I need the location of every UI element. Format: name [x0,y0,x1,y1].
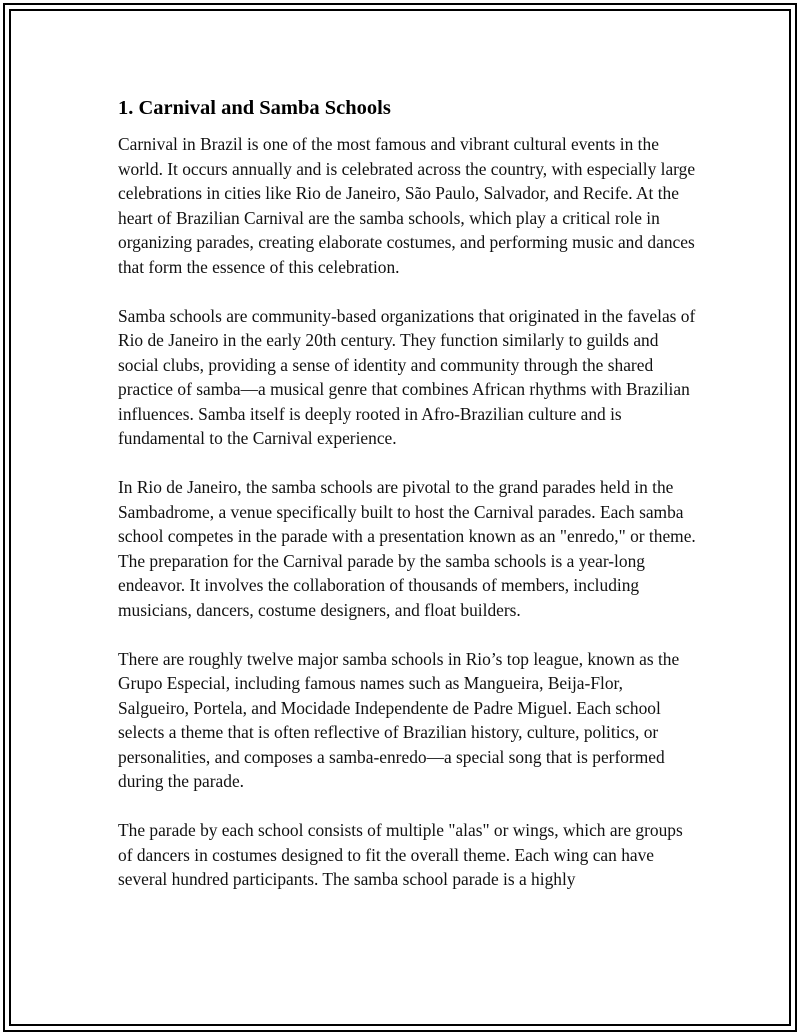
paragraph-grupo-especial: There are roughly twelve major samba schools in Rio’s top league, known as the Grupo Especial, including famous names such as Mangueira, Beija-Flor, Salgueiro, Portela, and Mocidade Independente de Padre Miguel. Each school selects a theme that is often reflective of Brazilian history, culture, politics, or personalities, and composes a samba-enredo—a special song that is performed during the parade. [118,648,680,791]
section-heading: 1. Carnival and Samba Schools [118,97,391,119]
paragraph-samba-schools-origin: Samba schools are community-based organizations that originated in the favelas of Rio de Janeiro in the early 20th century. They function similarly to guilds and social clubs, providing a sense of identity and community through the shared practice of samba—a musical genre that combines African rhythms with Brazilian influences. Samba itself is deeply rooted in Afro-Brazilian culture and is fundamental to the Carnival experience. [118,305,696,448]
document-body [118,94,698,916]
paragraph-sambadrome-parades: In Rio de Janeiro, the samba schools are pivotal to the grand parades held in the Sambadrome, a venue specifically built to host the Carnival parades. Each samba school competes in the parade with a presentation known as an "enredo," or theme. The preparation for the Carnival parade by the samba schools is a year-long endeavor. It involves the collaboration of thousands of members, including musicians, dancers, costume designers, and float builders. [118,477,696,620]
paragraph-alas-wings: The parade by each school consists of multiple "alas" or wings, which are groups of dancers in costumes designed to fit the overall theme. Each wing can have several hundred participants. The samba school parade is a highly [118,820,683,889]
paragraph-carnival-intro: Carnival in Brazil is one of the most famous and vibrant cultural events in the world. It occurs annually and is celebrated across the country, with especially large celebrations in cities like Rio de Janeiro, São Paulo, Salvador, and Recife. At the heart of Brazilian Carnival are the samba schools, which play a critical role in organizing parades, creating elaborate costumes, and performing music and dances that form the essence of this celebration. [118,134,696,277]
